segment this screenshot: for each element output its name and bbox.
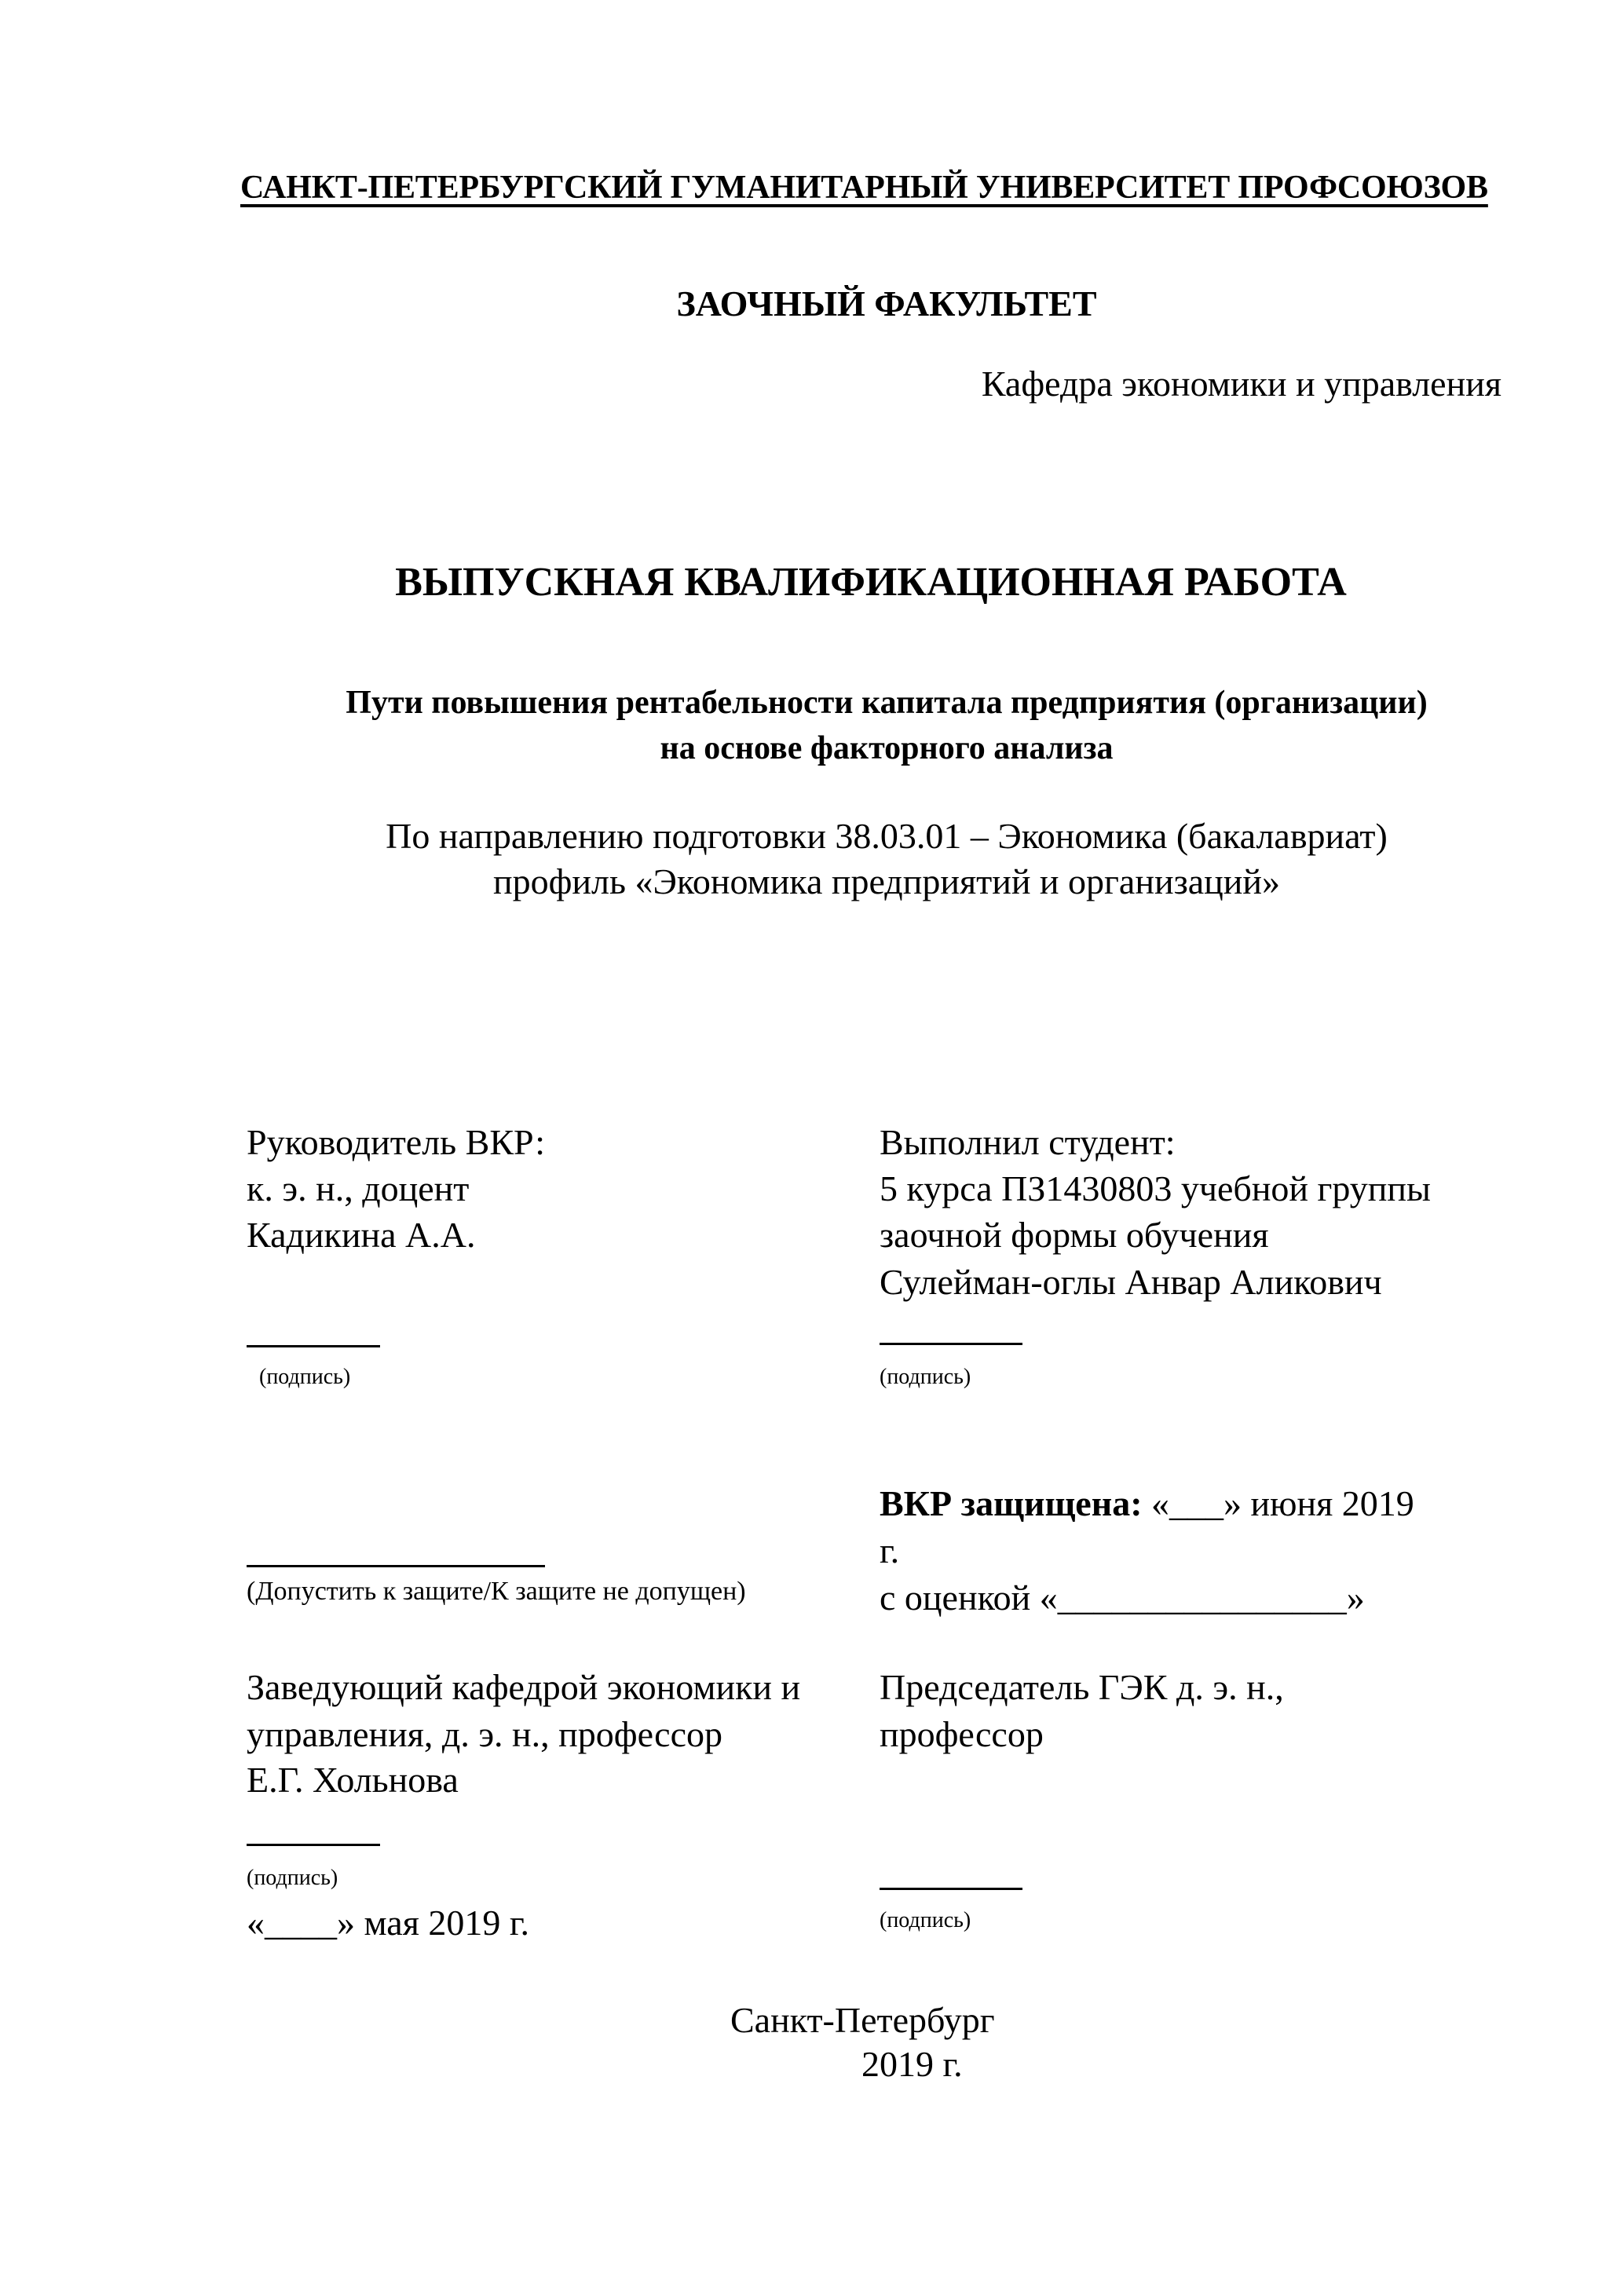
student-signature-caption: (подпись) (880, 1365, 971, 1389)
defense-year-suffix: г. (880, 1530, 900, 1570)
university-name: САНКТ-ПЕТЕРБУРГСКИЙ ГУМАНИТАРНЫЙ УНИВЕРСИТЕТ ПРОФСОЮЗОВ (240, 170, 1488, 206)
admission-caption: (Допустить к защите/К защите не допущен) (247, 1577, 746, 1606)
head-approval-date[interactable]: «____» мая 2019 г. (247, 1903, 530, 1943)
supervisor-signature-caption: (подпись) (259, 1365, 351, 1389)
student-course-group: 5 курса ПЗ1430803 учебной группы (880, 1168, 1431, 1208)
student-label: Выполнил студент: (880, 1122, 1176, 1162)
head-signature-line[interactable] (247, 1844, 380, 1846)
direction-line-1: По направлению подготовки 38.03.01 – Экономика (бакалавриат) (386, 816, 1388, 856)
defense-label: ВКР защищена: (880, 1483, 1143, 1523)
supervisor-label: Руководитель ВКР: (247, 1122, 546, 1162)
direction-line-2: профиль «Экономика предприятий и организаций» (492, 861, 1281, 901)
gek-chair-line-2: профессор (880, 1714, 1044, 1754)
admission-decision-line[interactable] (247, 1565, 545, 1567)
footer-city: Санкт-Петербург (730, 2000, 995, 2040)
gek-chair-line-1: Председатель ГЭК д. э. н., (880, 1667, 1284, 1707)
gek-chair-signature-caption: (подпись) (880, 1908, 971, 1932)
faculty-name: ЗАОЧНЫЙ ФАКУЛЬТЕТ (676, 283, 1097, 324)
supervisor-name: Кадикина А.А. (247, 1215, 476, 1255)
gek-chair-signature-line[interactable] (880, 1888, 1022, 1890)
topic-line-2: на основе факторного анализа (660, 730, 1114, 766)
defense-line (880, 1483, 1414, 1523)
student-name: Сулейман-оглы Анвар Аликович (880, 1262, 1382, 1302)
department-name: Кафедра экономики и управления (981, 364, 1501, 404)
head-name: Е.Г. Хольнова (247, 1760, 459, 1800)
student-signature-line[interactable] (880, 1343, 1022, 1345)
supervisor-degree: к. э. н., доцент (247, 1168, 470, 1208)
student-study-form: заочной формы обучения (880, 1215, 1269, 1255)
work-type-title: ВЫПУСКНАЯ КВАЛИФИКАЦИОННАЯ РАБОТА (395, 560, 1347, 605)
topic-line-1: Пути повышения рентабельности капитала предприятия (организации) (346, 685, 1428, 721)
defense-date[interactable]: «___» июня 2019 (1151, 1483, 1414, 1523)
head-title-line-1: Заведующий кафедрой экономики и (247, 1667, 801, 1707)
defense-grade[interactable]: с оценкой «________________» (880, 1578, 1365, 1618)
supervisor-signature-line[interactable] (247, 1345, 380, 1347)
head-signature-caption: (подпись) (247, 1866, 338, 1890)
footer-year: 2019 г. (861, 2044, 963, 2084)
head-title-line-2: управления, д. э. н., профессор (247, 1714, 722, 1754)
